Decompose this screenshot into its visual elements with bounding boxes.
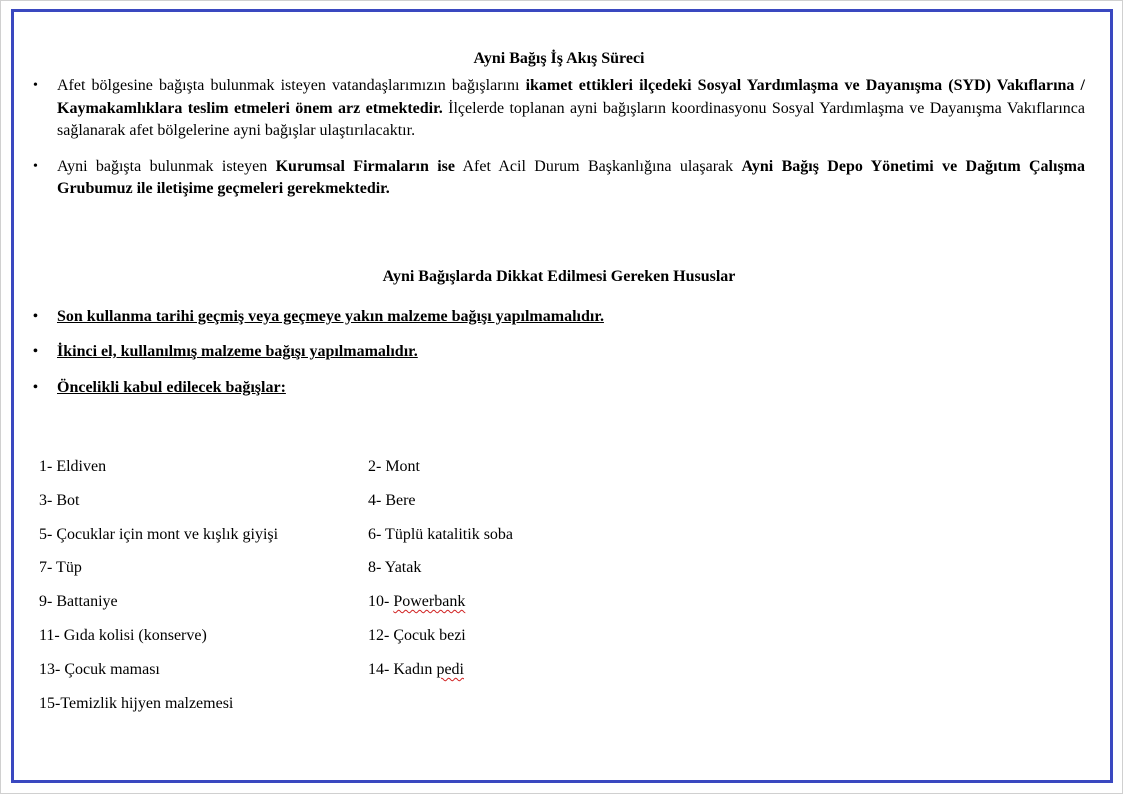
bullet-icon: •	[33, 78, 38, 93]
list-item: 1- Eldiven	[39, 458, 107, 475]
list-item	[368, 590, 628, 624]
bullet-icon: •	[33, 344, 38, 359]
item-row	[39, 489, 639, 523]
item-row	[39, 523, 639, 557]
list-item: 15-Temizlik hijyen malzemesi	[39, 694, 234, 712]
rule-item-2	[33, 341, 1085, 364]
rules-list	[33, 306, 1085, 400]
document-title: Ayni Bağış İş Akış Süreci	[473, 50, 645, 67]
list-item	[368, 692, 628, 726]
rule-item-1	[33, 306, 1085, 329]
intro-1-text-a: Afet bölgesine bağışta bulunmak isteyen vatandaşlarımızın bağışlarını	[57, 77, 526, 94]
intro-bullet-1	[33, 75, 1085, 143]
intro-bullet-2	[33, 156, 1085, 201]
item-row	[39, 624, 639, 658]
spellcheck-word: Powerbank	[393, 593, 466, 611]
rule-text: Son kullanma tarihi geçmiş veya geçmeye yakın malzeme bağışı yapılmamalıdır.	[57, 307, 604, 325]
intro-2-text-c: Afet Acil Durum Başkanlığına ulaşarak	[454, 157, 742, 175]
intro-2-text-a: Ayni bağışta bulunmak isteyen	[57, 157, 276, 175]
item-14-prefix: 14- Kadın	[368, 660, 437, 678]
intro-1-text-c: İlçelerde toplanan ayni bağışların koordinasyonu Sosyal Yardımlaşma ve Dayanışma Vakıflarınca sağlanarak afet bölgelerine ayni bağışlar ulaştırılacaktır.	[57, 99, 1085, 139]
item-row	[39, 590, 639, 624]
list-item: 2- Mont	[368, 458, 420, 475]
bullet-icon: •	[33, 308, 38, 324]
intro-2-text-d: Ayni Bağış Depo Yönetimi ve Dağıtım Çalışma Grubumuz ile iletişime geçmeleri gerekmektedir.	[57, 157, 1086, 197]
intro-1-text-b: ikamet ettikleri ilçedeki Sosyal Yardımlaşma ve Dayanışma (SYD) Vakıflarına / Kaymakamlıklara teslim etmeleri önem arz etmektedir.	[57, 77, 1086, 117]
intro-bullet-list	[33, 75, 1085, 201]
list-item: 6- Tüplü katalitik soba	[368, 525, 514, 543]
intro-2-text-b: Kurumsal Firmaların ise	[275, 157, 455, 175]
priority-items-list	[39, 455, 639, 725]
section-subtitle: Ayni Bağışlarda Dikkat Edilmesi Gereken Hususlar	[382, 267, 736, 285]
item-10-prefix: 10-	[368, 593, 394, 611]
list-item	[368, 658, 628, 692]
list-item: 7- Tüp	[39, 559, 82, 577]
rule-text: İkinci el, kullanılmış malzeme bağışı yapılmamalıdır.	[57, 343, 418, 360]
list-item: 8- Yatak	[368, 559, 422, 577]
rule-item-3	[33, 377, 1085, 400]
document-body	[33, 48, 1085, 412]
list-item: 12- Çocuk bezi	[368, 626, 466, 644]
list-item: 13- Çocuk maması	[39, 660, 160, 678]
item-row	[39, 692, 639, 726]
item-row	[39, 556, 639, 590]
rule-text: Öncelikli kabul edilecek bağışlar:	[57, 378, 286, 396]
spellcheck-word: pedi	[436, 660, 464, 678]
bullet-icon: •	[33, 158, 38, 174]
list-item: 11- Gıda kolisi (konserve)	[39, 626, 207, 644]
bullet-icon: •	[33, 379, 38, 395]
list-item: 9- Battaniye	[39, 593, 118, 611]
item-row	[39, 658, 639, 692]
list-item: 5- Çocuklar için mont ve kışlık giyişi	[39, 525, 279, 543]
list-item: 3- Bot	[39, 491, 80, 509]
list-item: 4- Bere	[368, 491, 416, 509]
item-row	[39, 455, 639, 489]
